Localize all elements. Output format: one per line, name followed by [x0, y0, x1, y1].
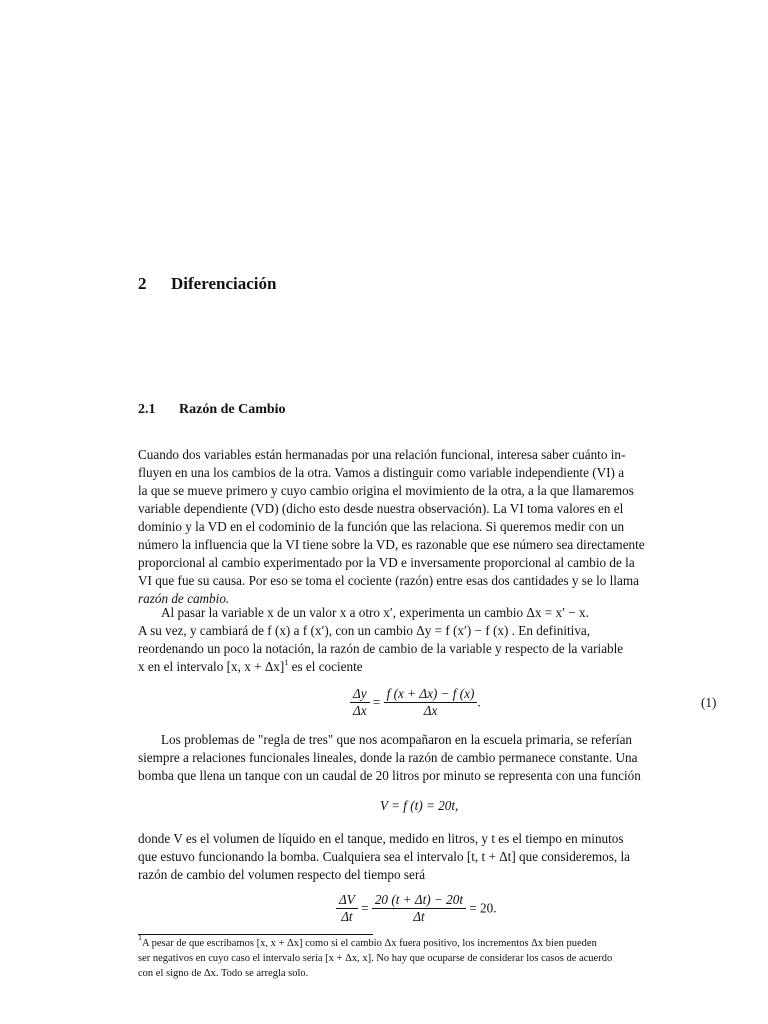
fraction-rhs: $\frac{20 (t + \Delta t) - 20t}{\Delta t}$ [372, 892, 466, 925]
subsection-title: Razón de Cambio [179, 402, 286, 417]
section-title: Diferenciación [171, 274, 277, 293]
paragraph-line: que estuvo funcionando la bomba. Cualquiera sea el intervalo [t, t + Δt] que consideremos, la [138, 849, 630, 864]
equation-3: $\frac{\Delta V}{\Delta t}$ = $\frac{20 (t + \Delta t) - 20t}{\Delta t}$ = 20. [336, 892, 497, 925]
paragraph-line: proporcional al cambio experimentado por la VD e inversamente proporcional al cambio de la [138, 555, 635, 570]
paragraph-line: razón de cambio del volumen respecto del tiempo será [138, 867, 426, 882]
section-number: 2 [138, 274, 147, 293]
paragraph-line: fluyen en una los cambios de la otra. Vamos a distinguir como variable independiente (VI) a [138, 465, 625, 480]
paragraph-line: número la influencia que la VI tiene sobre la VD, es razonable que ese número sea directamente [138, 537, 645, 552]
paragraph-line: A su vez, y cambiará de f (x) a f (x′), con un cambio Δy = f (x′) − f (x) . En definitiva, [138, 623, 591, 638]
section-heading [138, 274, 276, 294]
paragraph-line: VI que fue su causa. Por eso se toma el cociente (razón) entre esas dos cantidades y se lo llama [138, 573, 639, 588]
paragraph-line: siempre a relaciones funcionales lineales, donde la razón de cambio permanece constante. Una [138, 750, 638, 765]
footnote-line: $^1$A pesar de que escribamos [x, x + Δx] como si el cambio Δx fuera positivo, los incrementos Δx bien pueden [138, 933, 597, 949]
subsection-number: 2.1 [138, 402, 156, 417]
interval-text: x en el intervalo [x, x + Δx] [138, 659, 285, 674]
footnote-rule [138, 934, 373, 935]
fraction-rhs: $\frac{f (x + \Delta x) - f (x)}{\Delta x}$ [384, 686, 478, 719]
footnote-line: con el signo de Δx. Todo se arregla solo. [138, 968, 309, 979]
footnote-number: 1 [138, 933, 142, 942]
fraction-lhs: $\frac{\Delta V}{\Delta t}$ [336, 892, 358, 925]
paragraph-line: donde V es el volumen de líquido en el tanque, medido en litros, y t es el tiempo en minutos [138, 831, 624, 846]
footnote-marker[interactable]: 1 [284, 658, 289, 667]
interval-text-tail: es el cociente [288, 659, 363, 674]
paragraph-line: Cuando dos variables están hermanadas por una relación funcional, interesa saber cuánto in- [138, 447, 626, 462]
paragraph-line [138, 658, 363, 676]
subsection-heading [138, 402, 286, 418]
paragraph-line: dominio y la VD en el codominio de la función que las relaciona. Si queremos medir con un [138, 519, 625, 534]
paragraph-line: la que se mueve primero y cuyo cambio origina el movimiento de la otra, a la que llamaremos [138, 483, 634, 498]
paragraph-line: razón de cambio. [138, 591, 230, 606]
paragraph-line: variable dependiente (VD) (dicho esto desde nuestra observación). La VI toma valores en el [138, 501, 624, 516]
fraction-lhs: $\frac{\Delta y}{\Delta x}$ [350, 686, 370, 719]
equation-1: $\frac{\Delta y}{\Delta x}$ = $\frac{f (x + \Delta x) - f (x)}{\Delta x}$ . [350, 686, 481, 719]
paragraph-line: Al pasar la variable x de un valor x a otro x′, experimenta un cambio Δx = x′ − x. [161, 605, 589, 620]
footnote-line: ser negativos en cuyo caso el intervalo sería [x + Δx, x]. No hay que ocuparse de considerar los casos de acuerdo [138, 953, 613, 964]
paragraph-line: bomba que llena un tanque con un caudal de 20 litros por minuto se representa con una función [138, 768, 641, 783]
equation-number: (1) [701, 695, 717, 710]
paragraph-line: Los problemas de "regla de tres" que nos acompañaron en la escuela primaria, se referían [161, 732, 633, 747]
equation-2: V = f (t) = 20t, [380, 798, 459, 813]
paragraph-line: reordenando un poco la notación, la razón de cambio de la variable y respecto de la variable [138, 641, 624, 656]
